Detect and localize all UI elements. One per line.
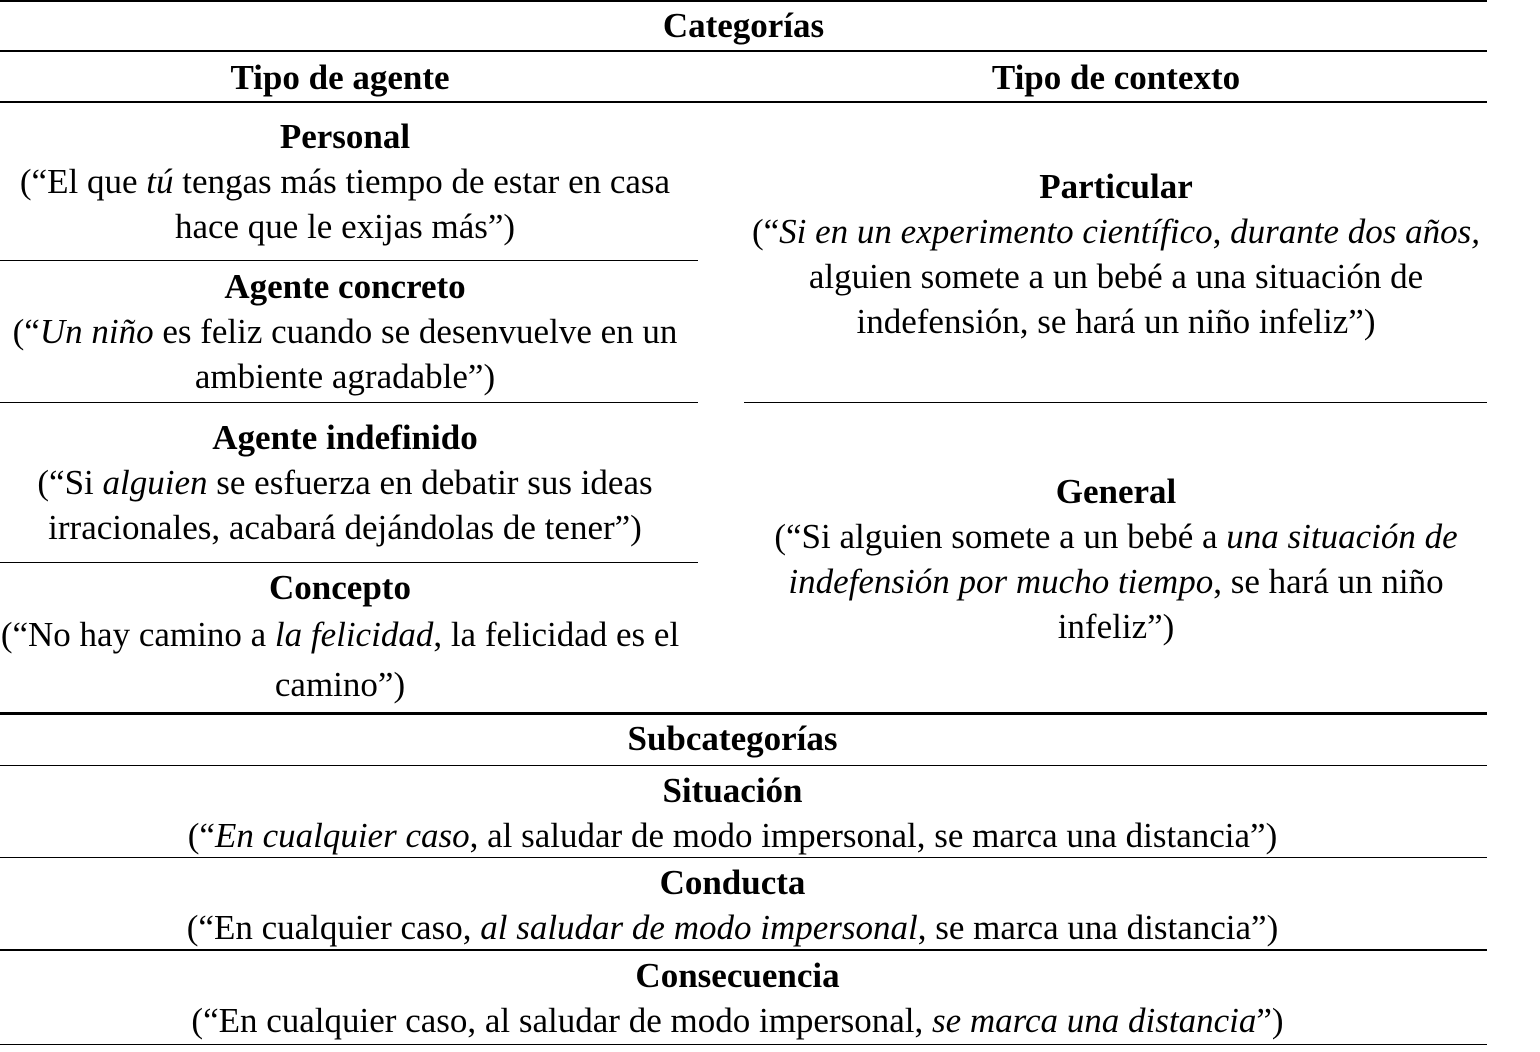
subcategory-example (0, 998, 1475, 1043)
emphasized-text: una situación de indefensión por mucho tiempo (788, 517, 1458, 601)
agent-type-title: Concepto (269, 568, 411, 607)
agent-type-agente-indefinido (0, 415, 690, 550)
text-run: (“El que (19, 162, 147, 201)
rule-agent-1 (0, 260, 698, 261)
text-run: (“ (751, 212, 780, 251)
text-run: , se marca una distancia”) (917, 908, 1279, 947)
text-run: , (1212, 212, 1231, 251)
subcategory-title: Consecuencia (635, 956, 840, 995)
subcategory-title: Conducta (659, 863, 806, 902)
rule-agent-2 (0, 402, 698, 403)
agent-type-personal (0, 114, 690, 249)
text-run: (“ (12, 312, 40, 351)
emphasized-text: la felicidad (274, 615, 434, 654)
emphasized-text: durante dos años, (1230, 212, 1481, 251)
rule-top (0, 0, 1487, 2)
agent-type-title: Personal (279, 117, 411, 156)
agent-type-title: Agente concreto (224, 267, 466, 306)
subcategory-conducta (0, 860, 1465, 950)
text-run: (“Si alguien somete a un bebé a (774, 517, 1227, 556)
agent-type-example (0, 309, 702, 399)
text-run: , la felicidad es el camino”) (274, 615, 680, 704)
text-run: alguien somete a un bebé a una situación de indefensión, se hará un niño infeliz”) (808, 257, 1424, 341)
agent-type-concepto (0, 565, 680, 710)
agent-type-example (0, 610, 680, 710)
subcategory-example (0, 905, 1465, 950)
subcategory-title: Situación (662, 771, 803, 810)
categories-header: Categorías (662, 6, 825, 45)
emphasized-text: Si en un experimento científico (779, 212, 1213, 251)
emphasized-text: se marca una distancia (932, 1001, 1257, 1040)
rule-bottom (0, 1044, 1487, 1045)
column-header-agent: Tipo de agente (230, 58, 450, 97)
rule-above-subcategories (0, 712, 1487, 715)
text-run: (“En cualquier caso, (186, 908, 481, 947)
subcategories-header: Subcategorías (627, 719, 838, 758)
text-run: , se hará un niño infeliz”) (1057, 562, 1444, 646)
subcategory-example (0, 813, 1465, 858)
rule-below-categories (0, 50, 1487, 52)
text-run: ”) (1256, 1001, 1284, 1040)
context-type-example (745, 209, 1487, 344)
context-type-title: General (1055, 472, 1177, 511)
emphasized-text: En cualquier caso (214, 816, 470, 855)
context-type-title: Particular (1039, 167, 1193, 206)
emphasized-text: tú (146, 162, 174, 201)
text-run: (“Si (37, 463, 103, 502)
context-type-general (745, 469, 1487, 649)
rule-below-subcategories (0, 765, 1487, 766)
text-run: tengas más tiempo de estar en casa hace que le exijas más”) (173, 162, 671, 246)
column-header-context: Tipo de contexto (991, 58, 1241, 97)
emphasized-text: al saludar de modo impersonal (480, 908, 918, 947)
text-run: se esfuerza en debatir sus ideas irracionales, acabará dejándolas de tener”) (48, 463, 653, 547)
rule-below-column-headers (0, 101, 1487, 103)
text-run: es feliz cuando se desenvuelve en un ambiente agradable”) (153, 312, 678, 396)
rule-context-1 (744, 402, 1487, 403)
agent-type-example (0, 460, 698, 550)
agent-type-agente-concreto (0, 264, 690, 399)
subcategory-consecuencia (0, 953, 1475, 1043)
emphasized-text: Un niño (39, 312, 154, 351)
subcategory-situacion (0, 768, 1465, 858)
text-run: (“No hay camino a (0, 615, 275, 654)
text-run: (“ (187, 816, 215, 855)
agent-type-example (0, 159, 690, 249)
rule-agent-3 (0, 562, 698, 563)
agent-type-title: Agente indefinido (212, 418, 478, 457)
text-run: (“En cualquier caso, al saludar de modo impersonal, (191, 1001, 932, 1040)
text-run: , al saludar de modo impersonal, se marca una distancia”) (469, 816, 1278, 855)
context-type-particular (745, 164, 1487, 344)
context-type-example (745, 514, 1487, 649)
emphasized-text: alguien (102, 463, 208, 502)
